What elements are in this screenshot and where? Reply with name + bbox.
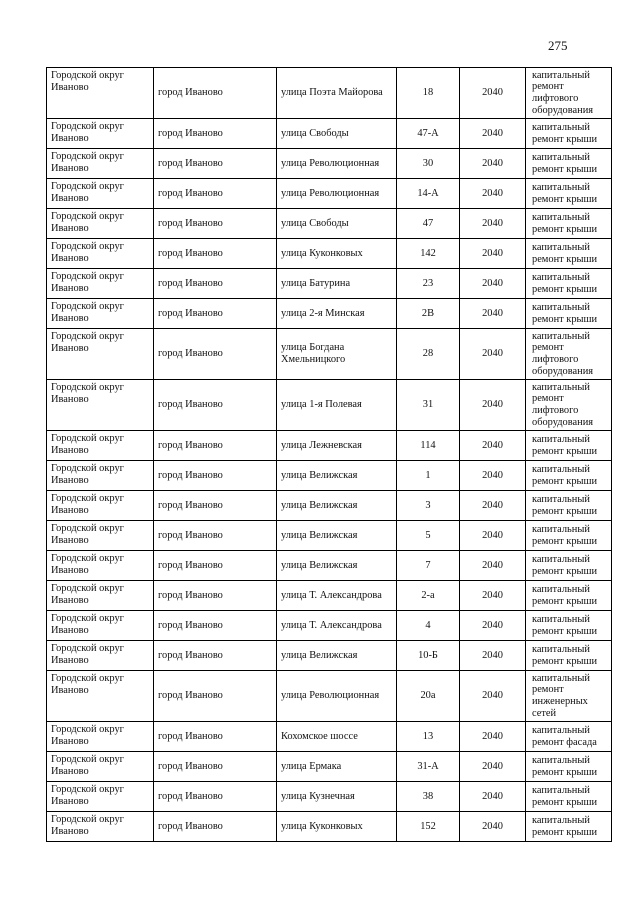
city-cell: город Иваново [154,179,277,209]
street-cell: улица Велижская [277,461,397,491]
city-cell: город Иваново [154,299,277,329]
house-number-cell: 14-А [397,179,460,209]
table-row [47,329,612,380]
street-cell: улица Велижская [277,521,397,551]
planned-year-cell: 2040 [460,641,526,671]
street-cell: улица Лежневская [277,431,397,461]
city-cell: город Иваново [154,782,277,812]
table-row [47,431,612,461]
planned-year-cell: 2040 [460,149,526,179]
city-cell: город Иваново [154,752,277,782]
planned-year-cell: 2040 [460,722,526,752]
house-number-cell: 47-А [397,119,460,149]
city-cell: город Иваново [154,722,277,752]
street-cell: улица Велижская [277,491,397,521]
work-type-cell: капитальный ремонт крыши [526,641,612,671]
municipal-district-cell: Городской округ Иваново [47,581,154,611]
municipal-district-cell: Городской округ Иваново [47,521,154,551]
repair-schedule-table [46,67,612,842]
municipal-district-cell: Городской округ Иваново [47,812,154,842]
house-number-cell: 23 [397,269,460,299]
planned-year-cell: 2040 [460,239,526,269]
street-cell: улица Велижская [277,551,397,581]
table-row [47,722,612,752]
municipal-district-cell: Городской округ Иваново [47,119,154,149]
planned-year-cell: 2040 [460,299,526,329]
page-number: 275 [548,38,568,53]
table-row [47,782,612,812]
city-cell: город Иваново [154,671,277,722]
planned-year-cell: 2040 [460,461,526,491]
planned-year-cell: 2040 [460,611,526,641]
municipal-district-cell: Городской округ Иваново [47,461,154,491]
planned-year-cell: 2040 [460,581,526,611]
house-number-cell: 2В [397,299,460,329]
municipal-district-cell: Городской округ Иваново [47,68,154,119]
work-type-cell: капитальный ремонт крыши [526,149,612,179]
city-cell: город Иваново [154,521,277,551]
planned-year-cell: 2040 [460,812,526,842]
work-type-cell: капитальный ремонт крыши [526,782,612,812]
house-number-cell: 5 [397,521,460,551]
planned-year-cell: 2040 [460,782,526,812]
work-type-cell: капитальный ремонт крыши [526,812,612,842]
street-cell: улица Т. Александрова [277,611,397,641]
municipal-district-cell: Городской округ Иваново [47,782,154,812]
house-number-cell: 114 [397,431,460,461]
work-type-cell: капитальный ремонт крыши [526,611,612,641]
street-cell: улица Кузнечная [277,782,397,812]
table-row [47,521,612,551]
work-type-cell: капитальный ремонт фасада [526,722,612,752]
work-type-cell: капитальный ремонт крыши [526,239,612,269]
street-cell: улица Революционная [277,149,397,179]
city-cell: город Иваново [154,380,277,431]
planned-year-cell: 2040 [460,752,526,782]
street-cell: улица Батурина [277,269,397,299]
work-type-cell: капитальный ремонт крыши [526,269,612,299]
house-number-cell: 47 [397,209,460,239]
house-number-cell: 20а [397,671,460,722]
street-cell: улица Свободы [277,209,397,239]
street-cell: улица Революционная [277,671,397,722]
municipal-district-cell: Городской округ Иваново [47,551,154,581]
table-row [47,179,612,209]
planned-year-cell: 2040 [460,179,526,209]
planned-year-cell: 2040 [460,521,526,551]
street-cell: улица Революционная [277,179,397,209]
work-type-cell: капитальный ремонт крыши [526,299,612,329]
municipal-district-cell: Городской округ Иваново [47,179,154,209]
work-type-cell: капитальный ремонт крыши [526,491,612,521]
municipal-district-cell: Городской округ Иваново [47,299,154,329]
city-cell: город Иваново [154,581,277,611]
work-type-cell: капитальный ремонт лифтового оборудования [526,380,612,431]
table-row [47,461,612,491]
table-row [47,671,612,722]
work-type-cell: капитальный ремонт крыши [526,521,612,551]
house-number-cell: 31 [397,380,460,431]
city-cell: город Иваново [154,119,277,149]
city-cell: город Иваново [154,149,277,179]
house-number-cell: 2-а [397,581,460,611]
street-cell: улица Куконковых [277,812,397,842]
street-cell: улица 2-я Минская [277,299,397,329]
house-number-cell: 13 [397,722,460,752]
municipal-district-cell: Городской округ Иваново [47,329,154,380]
house-number-cell: 28 [397,329,460,380]
city-cell: город Иваново [154,551,277,581]
city-cell: город Иваново [154,611,277,641]
municipal-district-cell: Городской округ Иваново [47,380,154,431]
municipal-district-cell: Городской округ Иваново [47,752,154,782]
planned-year-cell: 2040 [460,119,526,149]
table-row [47,269,612,299]
planned-year-cell: 2040 [460,491,526,521]
street-cell: Кохомское шоссе [277,722,397,752]
house-number-cell: 7 [397,551,460,581]
planned-year-cell: 2040 [460,671,526,722]
table-row [47,491,612,521]
table-row [47,581,612,611]
street-cell: улица 1-я Полевая [277,380,397,431]
street-cell: улица Свободы [277,119,397,149]
house-number-cell: 18 [397,68,460,119]
street-cell: улица Поэта Майорова [277,68,397,119]
street-cell: улица Куконковых [277,239,397,269]
work-type-cell: капитальный ремонт крыши [526,752,612,782]
municipal-district-cell: Городской округ Иваново [47,269,154,299]
municipal-district-cell: Городской округ Иваново [47,671,154,722]
table-row [47,68,612,119]
municipal-district-cell: Городской округ Иваново [47,149,154,179]
house-number-cell: 1 [397,461,460,491]
table-row [47,812,612,842]
house-number-cell: 3 [397,491,460,521]
street-cell: улица Велижская [277,641,397,671]
table-body [47,68,612,842]
table-row [47,752,612,782]
city-cell: город Иваново [154,239,277,269]
table-row [47,641,612,671]
work-type-cell: капитальный ремонт лифтового оборудования [526,68,612,119]
house-number-cell: 152 [397,812,460,842]
planned-year-cell: 2040 [460,209,526,239]
municipal-district-cell: Городской округ Иваново [47,722,154,752]
table-row [47,209,612,239]
street-cell: улица Ермака [277,752,397,782]
street-cell: улица Богдана Хмельницкого [277,329,397,380]
municipal-district-cell: Городской округ Иваново [47,641,154,671]
planned-year-cell: 2040 [460,551,526,581]
work-type-cell: капитальный ремонт крыши [526,431,612,461]
table-row [47,119,612,149]
table-row [47,551,612,581]
city-cell: город Иваново [154,329,277,380]
house-number-cell: 4 [397,611,460,641]
house-number-cell: 142 [397,239,460,269]
municipal-district-cell: Городской округ Иваново [47,431,154,461]
city-cell: город Иваново [154,641,277,671]
municipal-district-cell: Городской округ Иваново [47,611,154,641]
house-number-cell: 10-Б [397,641,460,671]
table-row [47,239,612,269]
planned-year-cell: 2040 [460,329,526,380]
municipal-district-cell: Городской округ Иваново [47,491,154,521]
work-type-cell: капитальный ремонт крыши [526,551,612,581]
planned-year-cell: 2040 [460,68,526,119]
work-type-cell: капитальный ремонт крыши [526,179,612,209]
city-cell: город Иваново [154,461,277,491]
table-row [47,149,612,179]
house-number-cell: 31-А [397,752,460,782]
work-type-cell: капитальный ремонт крыши [526,461,612,491]
municipal-district-cell: Городской округ Иваново [47,239,154,269]
work-type-cell: капитальный ремонт крыши [526,209,612,239]
table-row [47,299,612,329]
house-number-cell: 30 [397,149,460,179]
street-cell: улица Т. Александрова [277,581,397,611]
work-type-cell: капитальный ремонт лифтового оборудования [526,329,612,380]
table-row [47,611,612,641]
city-cell: город Иваново [154,431,277,461]
city-cell: город Иваново [154,491,277,521]
house-number-cell: 38 [397,782,460,812]
planned-year-cell: 2040 [460,380,526,431]
city-cell: город Иваново [154,269,277,299]
work-type-cell: капитальный ремонт крыши [526,581,612,611]
planned-year-cell: 2040 [460,269,526,299]
city-cell: город Иваново [154,209,277,239]
municipal-district-cell: Городской округ Иваново [47,209,154,239]
planned-year-cell: 2040 [460,431,526,461]
city-cell: город Иваново [154,68,277,119]
table-row [47,380,612,431]
city-cell: город Иваново [154,812,277,842]
work-type-cell: капитальный ремонт крыши [526,119,612,149]
work-type-cell: капитальный ремонт инженерных сетей [526,671,612,722]
